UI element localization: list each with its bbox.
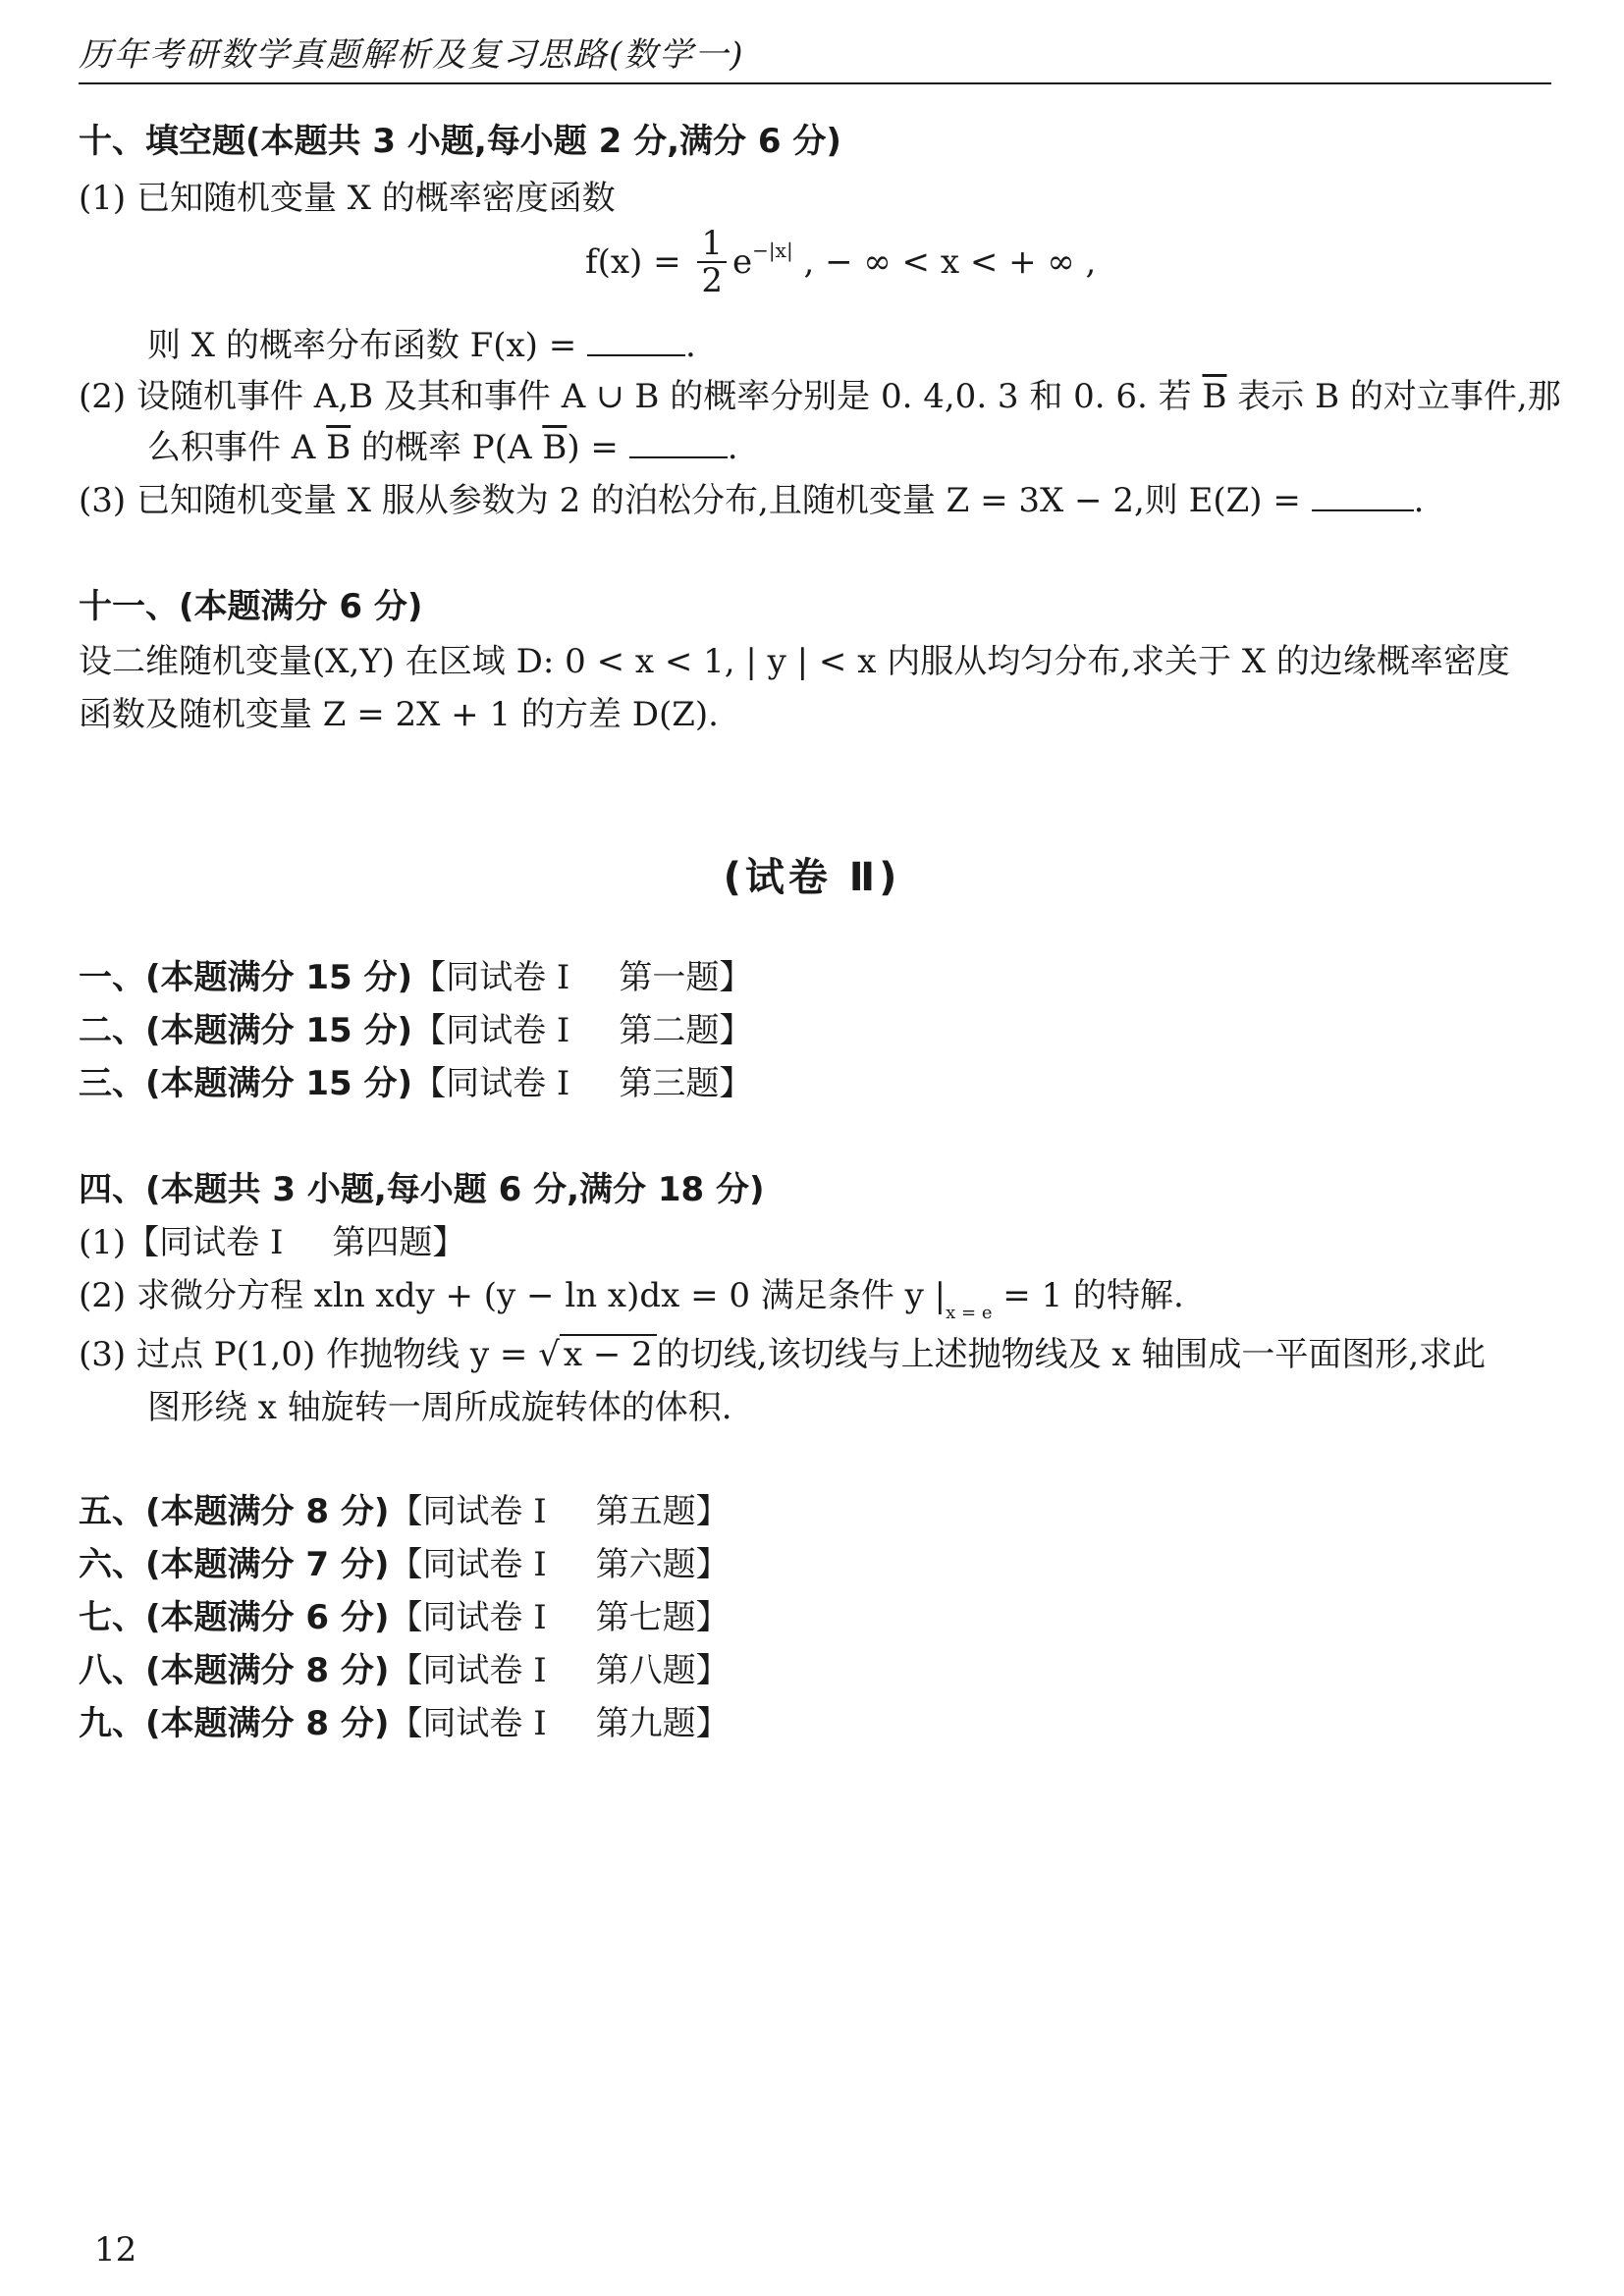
item-ref: 【同试卷 Ⅰ [389, 1545, 547, 1584]
q4-part2-subscript: x = e [946, 1303, 993, 1323]
q4-part3-a: (3) 过点 P(1,0) 作抛物线 y = [79, 1335, 528, 1374]
item-ref: 【同试卷 Ⅰ [389, 1704, 547, 1743]
item-ref-2: 第三题】 [619, 1064, 753, 1103]
b-complement-3: $\overline{B}$ [542, 428, 568, 467]
sqrt-radicand: x − 2 [560, 1334, 657, 1373]
q4-part1-ref-2: 第四题】 [332, 1223, 466, 1262]
paper2-item-2 [79, 1007, 752, 1054]
q4-part3-line1 [79, 1331, 1486, 1378]
fraction-denominator: 2 [701, 261, 724, 300]
q10-part3-line [79, 477, 1424, 524]
q10-part1-line1: (1) 已知随机变量 X 的概率密度函数 [79, 179, 616, 218]
item-label: 七、(本题满分 6 分) [79, 1598, 390, 1637]
q11-line1: 设二维随机变量(X,Y) 在区域 D: 0 < x < 1, | y | < x 内服从均匀分布,求关于 X 的边缘概率密度 [79, 642, 1510, 681]
paper2-item-9 [79, 1700, 730, 1747]
page-number: 12 [94, 2230, 137, 2269]
q10-title: 十、填空题(本题共 3 小题,每小题 2 分,满分 6 分) [79, 122, 841, 161]
item-ref-2: 第七题】 [595, 1598, 730, 1637]
part2-line2-b: 的概率 P(A [361, 428, 532, 467]
item-ref-2: 第九题】 [595, 1704, 730, 1743]
paper2-item-8 [79, 1647, 730, 1694]
answer-blank-2 [629, 427, 728, 458]
b-complement-2: $\overline{B}$ [326, 428, 352, 467]
item-ref: 【同试卷 Ⅰ [412, 1064, 570, 1103]
part3-text: (3) 已知随机变量 X 服从参数为 2 的泊松分布,且随机变量 Z = 3X − 2,则 E(Z) = [79, 481, 1301, 520]
q10-density-formula [585, 226, 1096, 304]
q10-part2-line2 [147, 424, 738, 471]
part1-text: 则 X 的概率分布函数 F(x) = [147, 326, 577, 365]
q4-part1 [79, 1219, 465, 1266]
item-ref: 【同试卷 Ⅰ [412, 1011, 570, 1050]
item-ref: 【同试卷 Ⅰ [412, 958, 570, 997]
part2-line2-a: 么积事件 A [147, 428, 316, 467]
period: . [727, 428, 738, 467]
q4-part2-b: = 1 的特解. [992, 1276, 1184, 1315]
q10-part2-line1 [79, 373, 1561, 420]
item-ref: 【同试卷 Ⅰ [389, 1651, 547, 1690]
part2-line2-c: ) = [567, 428, 619, 467]
q4-part3-b: 的切线,该切线与上述抛物线及 x 轴围成一平面图形,求此 [656, 1335, 1487, 1374]
b-complement: $\overline{B}$ [1202, 377, 1227, 416]
formula-e: e [732, 242, 753, 282]
paper2-title: (试卷 Ⅱ) [723, 855, 901, 900]
q11-line2: 函数及随机变量 Z = 2X + 1 的方差 D(Z). [79, 695, 719, 734]
q4-part2-a: (2) 求微分方程 xln xdy + (y − ln x)dx = 0 满足条件 y | [79, 1276, 947, 1315]
item-ref-2: 第一题】 [619, 958, 753, 997]
answer-blank-1 [587, 325, 685, 356]
period: . [1413, 481, 1425, 520]
item-ref-2: 第八题】 [595, 1651, 730, 1690]
item-ref: 【同试卷 Ⅰ [389, 1598, 547, 1637]
paper2-item-6 [79, 1541, 730, 1588]
item-label: 五、(本题满分 8 分) [79, 1492, 390, 1531]
paper2-item-5 [79, 1488, 730, 1535]
q4-title: 四、(本题共 3 小题,每小题 6 分,满分 18 分) [79, 1170, 765, 1209]
paper2-item-1 [79, 954, 752, 1001]
item-label: 六、(本题满分 7 分) [79, 1545, 390, 1584]
q4-part2 [79, 1272, 1184, 1337]
item-label: 一、(本题满分 15 分) [79, 958, 413, 997]
fraction-numerator: 1 [697, 226, 727, 263]
header-rule [79, 82, 1551, 84]
q10-part1-line2 [147, 322, 696, 369]
q11-title: 十一、(本题满分 6 分) [79, 587, 423, 626]
item-ref-2: 第二题】 [619, 1011, 753, 1050]
item-label: 九、(本题满分 8 分) [79, 1704, 390, 1743]
formula-left: f(x) = [585, 242, 681, 282]
part2-text-end: 表示 B 的对立事件,那 [1237, 377, 1561, 416]
item-ref: 【同试卷 Ⅰ [389, 1492, 547, 1531]
item-label: 三、(本题满分 15 分) [79, 1064, 413, 1103]
item-ref-2: 第五题】 [595, 1492, 730, 1531]
formula-fraction [697, 226, 727, 298]
period: . [685, 326, 696, 365]
formula-right: , − ∞ < x < + ∞ , [803, 242, 1097, 282]
item-label: 二、(本题满分 15 分) [79, 1011, 413, 1050]
answer-blank-3 [1312, 480, 1414, 511]
sqrt-sign: √ [538, 1335, 560, 1374]
item-ref-2: 第六题】 [595, 1545, 730, 1584]
paper2-item-7 [79, 1594, 730, 1641]
q4-part1-ref: (1)【同试卷 Ⅰ [79, 1223, 284, 1262]
running-header: 历年考研数学真题解析及复习思路(数学一) [79, 35, 745, 75]
part2-text: (2) 设随机事件 A,B 及其和事件 A ∪ B 的概率分别是 0. 4,0. 3 和 0. 6. 若 [79, 377, 1192, 416]
item-label: 八、(本题满分 8 分) [79, 1651, 390, 1690]
formula-exponent: −|x| [752, 239, 793, 262]
paper2-item-3 [79, 1060, 752, 1107]
q4-part3-line2: 图形绕 x 轴旋转一周所成旋转体的体积. [147, 1388, 732, 1427]
